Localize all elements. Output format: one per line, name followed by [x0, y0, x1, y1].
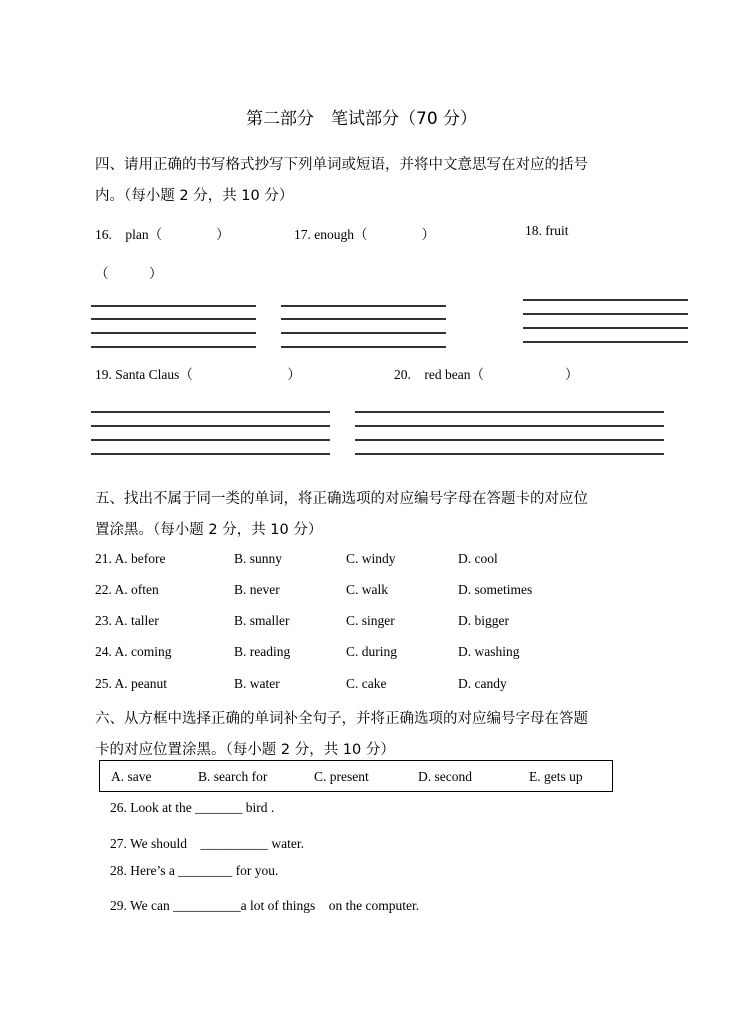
option-a[interactable]: 23. A. taller	[95, 613, 159, 628]
option-d[interactable]: D. sometimes	[458, 582, 533, 597]
option-c[interactable]: C. cake	[346, 676, 387, 691]
word-option-b[interactable]: B. search for	[198, 769, 268, 784]
question-18-bracket: （ ）	[95, 266, 163, 281]
option-b[interactable]: B. reading	[234, 644, 291, 659]
option-c[interactable]: C. during	[346, 644, 398, 659]
word-option-a[interactable]: A. save	[111, 769, 152, 784]
option-c[interactable]: C. singer	[346, 613, 395, 628]
question-26: 26. Look at the _______ bird .	[110, 800, 275, 815]
section5-heading-line2: 置涂黑。（每小题 2 分，共 10 分）	[95, 522, 323, 538]
section4-heading-line1: 四、请用正确的书写格式抄写下列单词或短语，并将中文意思写在对应的括号	[95, 157, 588, 173]
word-option-c[interactable]: C. present	[314, 769, 369, 784]
question-27: 27. We should __________ water.	[110, 836, 305, 851]
word-option-e[interactable]: E. gets up	[529, 769, 583, 784]
question-19: 19. Santa Claus（ ）	[95, 367, 301, 382]
question-16: 16. plan（ ）	[95, 227, 230, 242]
option-b[interactable]: B. sunny	[234, 551, 283, 566]
option-a[interactable]: 21. A. before	[95, 551, 166, 566]
option-d[interactable]: D. washing	[458, 644, 520, 659]
word-option-d[interactable]: D. second	[418, 769, 472, 784]
option-d[interactable]: D. candy	[458, 676, 507, 691]
question-17: 17. enough（ ）	[294, 227, 435, 242]
page-title: 第二部分 笔试部分（70 分）	[246, 109, 478, 129]
option-d[interactable]: D. cool	[458, 551, 498, 566]
option-a[interactable]: 22. A. often	[95, 582, 159, 597]
question-28: 28. Here’s a ________ for you.	[110, 863, 279, 878]
option-a[interactable]: 25. A. peanut	[95, 676, 167, 691]
section5-heading-line1: 五、找出不属于同一类的单词，将正确选项的对应编号字母在答题卡的对应位	[95, 491, 588, 507]
section4-heading-line2: 内。（每小题 2 分，共 10 分）	[95, 188, 294, 204]
section6-heading-line2: 卡的对应位置涂黑。（每小题 2 分，共 10 分）	[95, 742, 395, 758]
option-a[interactable]: 24. A. coming	[95, 644, 172, 659]
option-d[interactable]: D. bigger	[458, 613, 509, 628]
option-c[interactable]: C. walk	[346, 582, 388, 597]
option-b[interactable]: B. smaller	[234, 613, 290, 628]
option-b[interactable]: B. water	[234, 676, 280, 691]
question-18: 18. fruit	[525, 223, 569, 238]
section6-heading-line1: 六、从方框中选择正确的单词补全句子，并将正确选项的对应编号字母在答题	[95, 711, 588, 727]
question-20: 20. red bean（ ）	[394, 367, 579, 382]
option-b[interactable]: B. never	[234, 582, 280, 597]
question-29: 29. We can __________a lot of things on the computer.	[110, 898, 420, 913]
option-c[interactable]: C. windy	[346, 551, 396, 566]
word-options-box	[99, 760, 613, 792]
